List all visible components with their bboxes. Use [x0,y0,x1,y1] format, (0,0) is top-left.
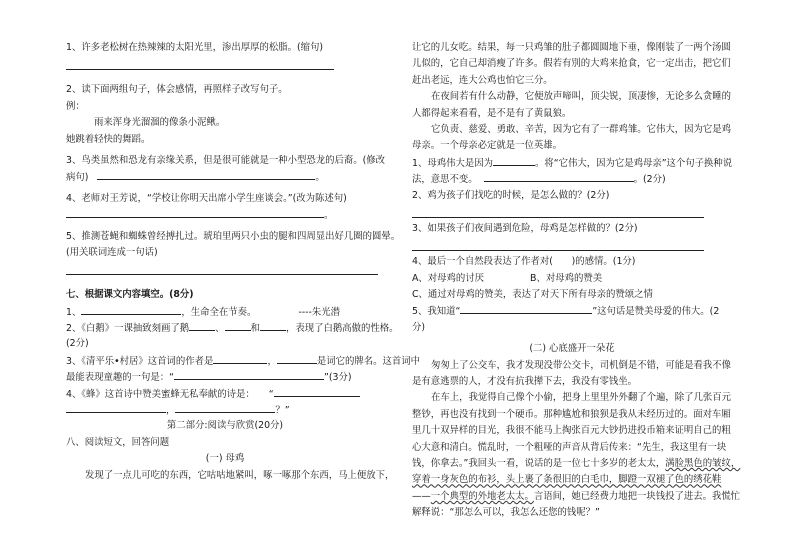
fill-3-blank-1[interactable] [213,353,267,364]
passage-2-para-1-line-2: 是有意逃票的人，才没有抗我撵下去，我没有零钱坐。 [412,376,638,388]
fill-4-b: “ [268,388,274,400]
fill-3 [66,353,420,369]
passage-2-line-7-text: 言语间，她已经费力地把一块钱投了进去。我慌忙 [533,490,741,502]
reading-q1-b: 。将“它伟大，因为它是鸡母亲”这个句子换种说 [534,157,733,169]
question-4: 4、老师对王芳说，“学校让你明天出席小学生座谈会。”(改为陈述句) [66,192,347,204]
reading-q5-b: ”这句话是赞美母爱的伟大。(2 [592,306,720,318]
reading-q1-a: 1、母鸡伟大是因为 [412,157,493,169]
passage-2-line-5-text: 钱，你拿去。”我回头一看，说话的是一位七十多岁的老太太， [412,457,666,469]
reading-q5 [412,303,732,319]
passage-1-para-1-line-2: 让它的儿女吃。结果，每一只鸡雏的肚子都圆圆地下垂，像刚装了一两个汤圆 [412,42,731,53]
question-5: 5、推测苍蝇和蜘蛛曾经搏扎过。琥珀里两只小虫的腿和四周显出好几圈的圆晕。 [66,230,401,242]
fill-4-blank-2[interactable] [66,402,166,413]
reading-q4-option-c[interactable]: C、通过对母鸡的赞美，表达了对天下所有母亲的赞颂之情 [412,289,653,301]
passage-2-para-2-line-8: 解释说：“那怎么可以，我怎么还您的钱呢？” [412,507,600,519]
reading-q4: 4、最后一个自然段表达了作者对( )的感情。(1分) [412,256,636,268]
passage-2-para-2-line-4: 心大意和清白。慌乱时，一个粗哑的声音从背后传来：“先生，我这里有一块 [412,441,727,453]
question-3-cont: 病句) 。 [66,169,384,185]
passage-1-para-1-line-4: 赶出老远，连大公鸡也怕它三分。 [412,74,553,86]
passage-1-para-2-line-1: 在夜间若有什么动静，它便放声啼叫，顶尖锐，顶凄惨，无论多么贪睡的 [431,91,732,103]
question-1: 1、许多老松树在热辣辣的太阳光里，渗出厚厚的松脂。(缩句) [66,42,324,53]
reading-q1 [412,155,732,171]
question-3-line2: 病句) [66,172,89,184]
fill-2-score: (2分) [66,338,89,350]
passage-2-para-2-line-5 [412,456,741,472]
left-column [66,40,420,484]
fill-3-e: ”(3分) [323,372,352,384]
reading-q1-cont [412,171,732,187]
question-3: 3、鸟类虽然和恐龙有亲缘关系，但是很可能就是一种小型恐龙的后裔。(修改 [66,154,386,166]
question-5-cont: (用关联词连成一句话) [66,246,158,258]
reading-q1-blank-1[interactable] [493,155,535,166]
reading-q1-d: 。(2分) [633,174,666,186]
passage-1-para-1-line-3: 儿似的，它自己却消瘦了许多。假若有別的大鸡来抢食，它一定出击，把它们 [412,58,731,70]
reading-q3: 3、如果孩子们夜间遇到危险，母鸡是怎样做的？(2分) [412,222,638,234]
fill-1-num: 1、 [66,306,82,318]
fill-3-a: 3、《清平乐•村居》这首词的作者是 [66,355,214,367]
example-label: 例： [66,100,85,112]
fill-1 [66,304,384,320]
fill-2 [66,320,399,336]
fill-4-c: ， [166,405,176,417]
passage-2-line-5-marked: 满脸黑色的皱纹， [665,457,741,469]
reading-q4-options [412,271,732,287]
reading-q4-option-b[interactable]: B、对母鸡的赞美 [530,272,603,284]
fill-3-c: 是词它的牌名。这首词中 [316,355,420,367]
answer-line-1[interactable] [66,58,334,70]
reading-q3-answer-line[interactable] [412,239,704,251]
fill-4-a: 4、《蜂》这首诗中赞美蜜蜂无私奉献的诗是： [66,388,255,400]
fill-3-blank-3[interactable] [174,369,324,380]
passage-2-para-1-line-1: 匆匆上了公交车，我才发现没带公交卡，司机倒是不错，可能是看我不像 [431,359,732,371]
fill-2-c: 和 [250,323,260,335]
passage-2-para-2-line-6 [412,472,732,488]
fill-2-blank-3[interactable] [260,320,286,331]
reading-q2-answer-line[interactable] [412,206,704,218]
fill-1-blank[interactable] [81,304,181,315]
fill-2-b: 、 [215,323,225,335]
fill-4-cont [66,402,384,418]
fill-3-cont [66,369,384,385]
passage-2-line-6-marked: 穿着一身灰色的布衫，头上裹了条很旧的白毛巾，脚蹬一双褪了色的绣花鞋 [412,474,722,486]
fill-2-blank-1[interactable] [189,320,215,331]
fill-4-blank-3[interactable] [175,402,275,413]
fill-3-b: ， [267,355,277,367]
reading-q5-score: 分) [412,321,426,333]
answer-line-5[interactable] [66,263,378,275]
reading-q5-a: 5、我知道“ [412,306,461,318]
fill-2-a: 2、《白鹅》一课抽致刻画了鹅 [66,323,190,335]
reading-q4-option-a[interactable]: A、对母鸡的讨厌 [412,272,485,284]
section-7-title: 七、根据课文内容填空。(8分) [66,289,194,301]
reading-q1-blank-2[interactable] [484,171,634,182]
part-2-title: 第二部分:阅读与欣赏(20分) [166,420,284,432]
fill-1-text: ，生命全在节奏。 [181,306,257,318]
answer-line-3[interactable] [97,169,315,180]
answer-line-4[interactable] [66,207,324,218]
passage-2-line-7-dash: —— [412,490,431,502]
fill-3-blank-2[interactable] [277,353,317,364]
fill-4 [66,386,384,402]
passage-2-para-2-line-1: 在车上，我觉得自己像个小偷，把身上里里外外翻了个遍，除了几张百元 [431,392,732,404]
example-sentence-2: 她跳着轻快的舞蹈。 [66,133,151,145]
passage-2-para-2-line-7 [412,489,741,505]
reading-q5-blank[interactable] [460,303,592,314]
fill-1-author: ----朱光潜 [298,306,341,318]
passage-1-para-2-line-2: 人都得起来看看，是不是有了黄鼠狼。 [412,107,572,119]
passage-1-title: (一) 母鸡 [205,453,245,465]
passage-2-para-2-line-2: 整钞，再也没有找到一个硬币。那种尴尬和狼狈是我从未经历过的。面对车厢 [412,408,731,420]
fill-3-d: 最能表现童趣的一句是：“ [66,372,174,384]
section-8-title: 八、阅读短文，回答问题 [66,436,170,448]
passage-2-para-2-line-3: 里几十双异样的目光，我很不能马上掏张百元大钞扔进投币箱来证明自己的粗 [412,425,731,437]
passage-2-line-7-marked: 一个典型的外地老太太。 [430,490,534,502]
fill-4-d: ？” [275,405,290,417]
reading-q1-c: 法，意思不变。 [412,174,478,186]
example-sentence-1: 雨来浑身光溜溜的像条小泥鳅。 [94,117,226,129]
question-2: 2、读下面两组句子，体会感情，再照样子改写句子。 [66,84,288,96]
reading-q2: 2、鸡为孩子们找吃的时候，是怎么做的？(2分) [412,189,610,201]
passage-1-para-3-line-2: 母亲。一个母亲必定就是一位英雄。 [412,140,563,152]
passage-1-para-3-line-1: 它负责、慈爱、勇敢、辛苦，因为它有了一群鸡雏。它伟大，因为它是鸡 [431,123,732,135]
passage-2-title: (二) 心底盛开一朵花 [529,343,615,355]
fill-2-d: ，表现了白鹅高傲的性格。 [285,323,399,335]
passage-1-line-1: 发现了一点儿可吃的东西，它咕咕地紧叫，啄一啄那个东西，马上便放下， [85,469,395,481]
fill-2-blank-2[interactable] [225,320,251,331]
fill-4-blank-1[interactable] [274,386,360,397]
question-4-answer: 。 [66,207,384,223]
right-column [412,40,741,522]
